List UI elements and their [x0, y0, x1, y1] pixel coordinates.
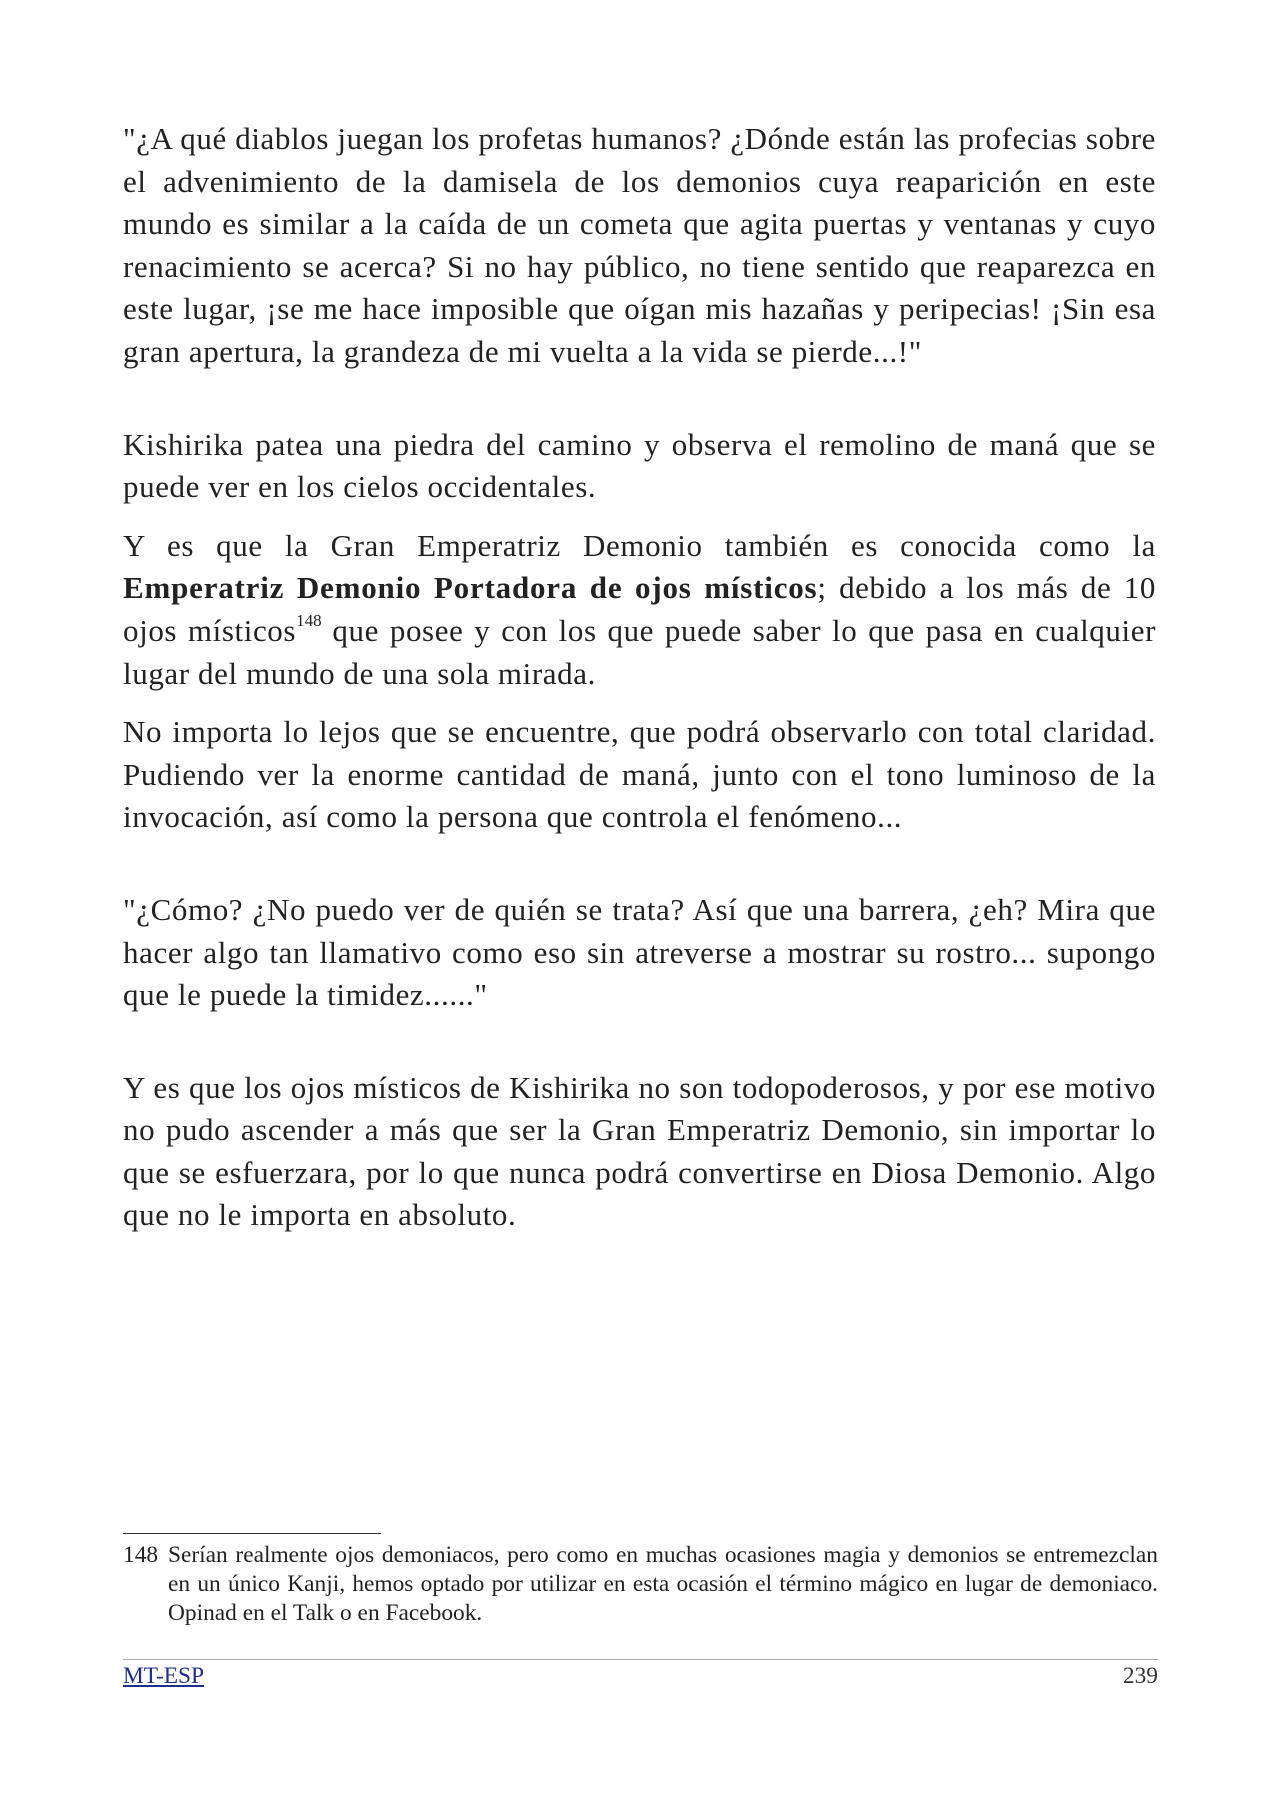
- footnote-number: 148: [123, 1542, 159, 1568]
- paragraph-text-after: que posee y con los que puede saber lo que pasa en cualquier lugar del mundo de una sola mirada.: [123, 612, 1156, 691]
- paragraph-dialogue-barrier: "¿Cómo? ¿No puedo ver de quién se trata? Así que una barrera, ¿eh? Mira que hacer algo tan llamativo como eso sin atreverse a mostrar su rostro... supongo que le puede la timidez......": [123, 891, 1156, 1013]
- paragraph-mystic-eyes: [123, 525, 1156, 695]
- paragraph-kishirika-kicks-stone: Kishirika patea una piedra del camino y observa el remolino de maná que se puede ver en los cielos occidentales.: [123, 426, 1156, 505]
- footnote-text: Serían realmente ojos demoniacos, pero como en muchas ocasiones magia y demonios se entremezclan en un único Kanji, hemos optado por utilizar en esta ocasión el término mágico en lugar de demoniaco. Opinad en el Talk o en Facebook.: [168, 1542, 1158, 1626]
- footnote-divider: [123, 1533, 381, 1534]
- page-number: 239: [1122, 1663, 1158, 1689]
- paragraph-not-omnipotent: Y es que los ojos místicos de Kishirika no son todopoderosos, y por ese motivo no pudo ascender a más que ser la Gran Emperatriz Demonio, sin importar lo que se esfuerzara, por lo que nunca podrá convertirse en Diosa Demonio. Algo que no le importa en absoluto.: [123, 1069, 1156, 1233]
- paragraph-text-before: Y es que la Gran Emperatriz Demonio también es conocida como la: [123, 527, 1156, 563]
- body-text: [123, 118, 1156, 1237]
- paragraph-text-middle: ; debido a los más de 10 ojos místicos: [123, 570, 1156, 648]
- paragraph-observe-clearly: No importa lo lejos que se encuentre, que podrá observarlo con total claridad. Pudiendo ver la enorme cantidad de maná, junto con el tono luminoso de la invocación, así como la persona que controla el fenómeno...: [123, 714, 1156, 835]
- footer-site-link[interactable]: MT-ESP: [123, 1663, 205, 1689]
- footnote-reference[interactable]: 148: [296, 610, 322, 630]
- page-footer: [123, 1660, 1158, 1692]
- bold-title-text: Emperatriz Demonio Portadora de ojos místicos: [123, 570, 818, 606]
- footnote: [123, 1541, 1158, 1628]
- paragraph-dialogue-prophets: "¿A qué diablos juegan los profetas humanos? ¿Dónde están las profecias sobre el advenimiento de la damisela de los demonios cuya reaparición en este mundo es similar a la caída de un cometa que agita puertas y ventanas y cuyo renacimiento se acerca? Si no hay público, no tiene sentido que reaparezca en este lugar, ¡se me hace imposible que oígan mis hazañas y peripecias! ¡Sin esa gran apertura, la grandeza de mi vuelta a la vida se pierde...!": [123, 121, 1156, 369]
